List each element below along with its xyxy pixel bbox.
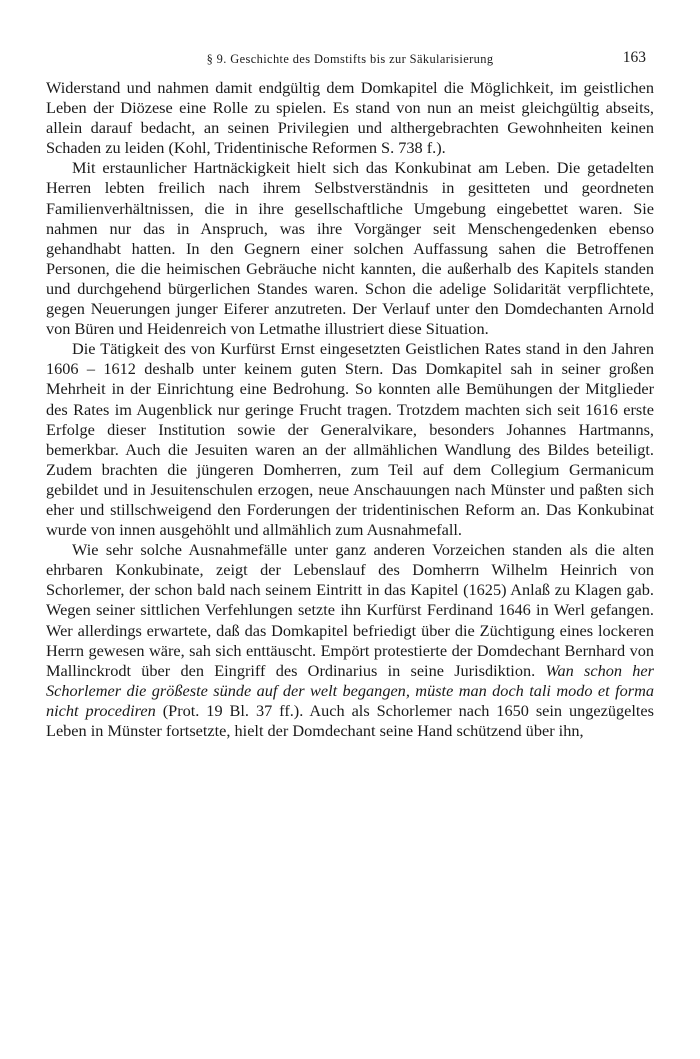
page-number: 163 bbox=[622, 49, 646, 66]
paragraph-1: Widerstand und nahmen damit endgültig dem Domkapitel die Möglichkeit, im geistlichen Leben der Diözese eine Rolle zu spielen. Es stand von nun an meist gleichgültig abseits, allein darauf bedacht, an seinen Privilegien und althergebrachten Gewohnheiten keinen Schaden zu leiden (Kohl, Tridentinische Reformen S. 738 f.). bbox=[46, 78, 654, 158]
body-text bbox=[46, 78, 654, 741]
paragraph-4-text: Wie sehr solche Ausnahmefälle unter ganz anderen Vorzeichen standen als die alten ehrbaren Konkubinate, zeigt der Lebenslauf des Domherrn Wilhelm Heinrich von Schorlemer, der schon bald nach seinem Eintritt in das Kapitel (1625) Anlaß zu Klagen gab. Wegen seiner sittlichen Verfehlungen setzte ihn Kurfürst Ferdinand 1646 in Werl gefangen. Wer allerdings erwartete, daß das Domkapitel befriedigt über die Züchtigung eines lockeren Herrn gewesen wäre, sah sich enttäuscht. Empört protestierte der Domdechant Bernhard von Mallinckrodt über den Eingriff des Ordinarius in seine Jurisdiktion. bbox=[46, 540, 654, 680]
paragraph-3: Die Tätigkeit des von Kurfürst Ernst eingesetzten Geistlichen Rates stand in den Jahren 1606 – 1612 deshalb unter keinem guten Stern. Das Domkapitel sah in seiner großen Mehrheit in der Einrichtung eine Bedrohung. So konnten alle Bemühungen der Mitglieder des Rates im Augenblick nur geringe Frucht tragen. Trotzdem machten sich seit 1616 erste Erfolge dieser Institution sowie der Generalvikare, besonders Johannes Hartmanns, bemerkbar. Auch die Jesuiten waren an der allmählichen Wandlung des Bildes beteiligt. Zudem brachten die jüngeren Domherren, zum Teil auf dem Collegium Germanicum gebildet und in Jesuitenschulen erzogen, neue Anschauungen nach Münster und paßten sich eher und stillschweigend den Forderungen der tridentinischen Reform an. Das Konkubinat wurde von innen ausgehöhlt und allmählich zum Ausnahmefall. bbox=[46, 339, 654, 540]
paragraph-4-tail: (Prot. 19 Bl. 37 ff.). Auch als Schorlemer nach 1650 sein ungezügeltes Leben in Münster fortsetzte, hielt der Domdechant seine Hand schützend über ihn, bbox=[46, 700, 654, 740]
paragraph-2: Mit erstaunlicher Hartnäckigkeit hielt sich das Konkubinat am Leben. Die getadelten Herren lebten freilich nach ihrem Selbstverständnis in gesitteten und geordneten Familienverhältnissen, die in ihre gesellschaftliche Umgebung eingebettet waren. Sie nahmen nur das in Anspruch, was ihre Vorgänger seit Menschengedenken ebenso gehandhabt hatten. In den Gegnern einer solchen Auffassung sahen die Betroffenen Personen, die die heimischen Gebräuche nicht kannten, die außerhalb des Kapitels standen und durchgehend bürgerlichen Standes waren. Schon die adelige Solidarität verpflichtete, gegen Neuerungen junger Eiferer anzutreten. Der Verlauf unter den Domdechanten Arnold von Büren und Heidenreich von Letmathe illustriert diese Situation. bbox=[46, 158, 654, 339]
paragraph-4 bbox=[46, 540, 654, 741]
latin-german-quote: Wan schon her Schorlemer die größeste sünde auf der welt begangen, müste man doch tali modo et forma nicht procediren bbox=[46, 660, 654, 720]
running-title: § 9. Geschichte des Domstifts bis zur Säkularisierung bbox=[206, 52, 494, 66]
running-header bbox=[46, 46, 654, 74]
